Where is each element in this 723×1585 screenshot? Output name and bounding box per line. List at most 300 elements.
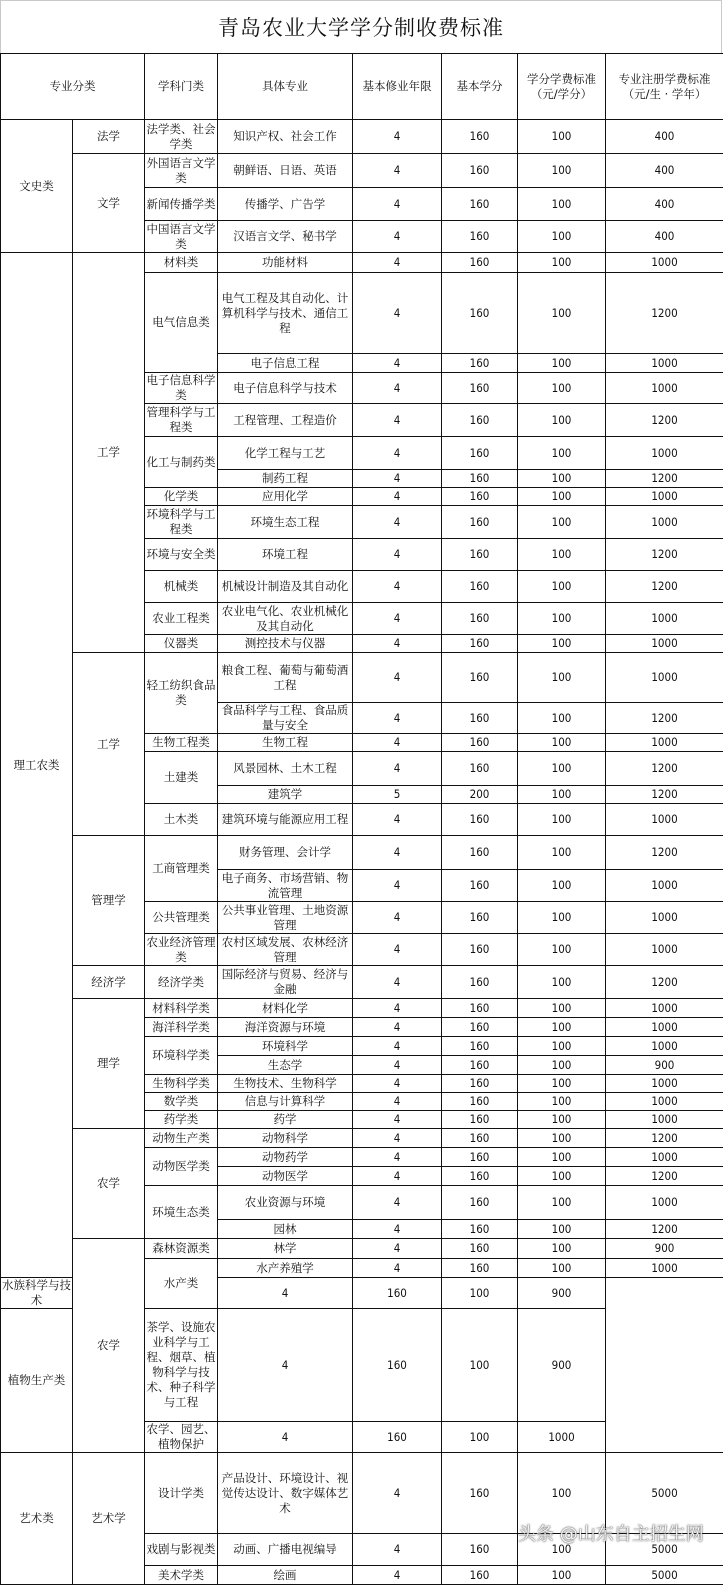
credit-fee-cell: 100 bbox=[442, 1309, 518, 1422]
class-cell: 美术学类 bbox=[145, 1566, 218, 1585]
reg-fee-cell: 1000 bbox=[606, 488, 723, 506]
reg-fee-cell: 5000 bbox=[606, 1453, 723, 1534]
credits-cell: 160 bbox=[442, 752, 518, 786]
class-cell: 材料类 bbox=[145, 253, 218, 273]
credit-fee-cell: 100 bbox=[518, 470, 606, 488]
table-row bbox=[1, 253, 723, 273]
reg-fee-cell: 1000 bbox=[606, 870, 723, 902]
years-cell: 4 bbox=[353, 1111, 442, 1129]
credits-cell: 160 bbox=[442, 470, 518, 488]
credit-fee-cell: 100 bbox=[518, 154, 606, 188]
reg-fee-cell: 1200 bbox=[606, 1167, 723, 1186]
class-cell: 生物科学类 bbox=[145, 1075, 218, 1093]
credit-fee-cell: 100 bbox=[518, 870, 606, 902]
major-cell: 电子信息工程 bbox=[218, 354, 353, 373]
major-cell: 国际经济与贸易、经济与金融 bbox=[218, 966, 353, 999]
reg-fee-cell: 1000 bbox=[606, 1186, 723, 1220]
reg-fee-cell: 1200 bbox=[606, 404, 723, 437]
class-cell: 中国语言文学类 bbox=[145, 221, 218, 253]
credits-cell: 160 bbox=[442, 354, 518, 373]
reg-fee-cell: 900 bbox=[606, 1239, 723, 1259]
credits-cell: 160 bbox=[442, 571, 518, 603]
subgroup-cell: 工学 bbox=[73, 653, 145, 836]
years-cell: 4 bbox=[353, 1018, 442, 1037]
years-cell: 4 bbox=[353, 120, 442, 154]
credit-fee-cell: 100 bbox=[518, 1453, 606, 1534]
credit-fee-cell: 100 bbox=[518, 836, 606, 870]
years-cell: 4 bbox=[353, 870, 442, 902]
major-cell: 功能材料 bbox=[218, 253, 353, 273]
class-cell: 土建类 bbox=[145, 752, 218, 804]
credit-fee-cell: 100 bbox=[518, 734, 606, 752]
subgroup-cell: 理学 bbox=[73, 999, 145, 1129]
credits-cell: 160 bbox=[442, 966, 518, 999]
major-cell: 食品科学与工程、食品质量与安全 bbox=[218, 703, 353, 734]
credit-fee-cell: 100 bbox=[518, 902, 606, 934]
credits-cell: 160 bbox=[442, 1129, 518, 1148]
years-cell: 4 bbox=[218, 1422, 353, 1453]
years-cell: 4 bbox=[353, 653, 442, 703]
major-cell: 绘画 bbox=[218, 1566, 353, 1585]
years-cell: 4 bbox=[353, 539, 442, 571]
header-major: 具体专业 bbox=[218, 54, 353, 120]
credit-fee-cell: 100 bbox=[518, 1566, 606, 1585]
credit-fee-cell: 100 bbox=[518, 488, 606, 506]
credits-cell: 160 bbox=[442, 539, 518, 571]
credits-cell: 160 bbox=[442, 734, 518, 752]
reg-fee-cell: 5000 bbox=[606, 1534, 723, 1566]
credits-cell: 160 bbox=[442, 273, 518, 354]
major-cell: 环境生态工程 bbox=[218, 506, 353, 539]
table-row bbox=[1, 154, 723, 188]
years-cell: 4 bbox=[353, 188, 442, 221]
credits-cell: 160 bbox=[442, 1111, 518, 1129]
credit-fee-cell: 100 bbox=[518, 999, 606, 1018]
major-cell: 传播学、广告学 bbox=[218, 188, 353, 221]
class-cell: 环境生态类 bbox=[145, 1186, 218, 1239]
major-cell: 化学工程与工艺 bbox=[218, 437, 353, 470]
years-cell: 4 bbox=[353, 1239, 442, 1259]
subgroup-cell: 法学 bbox=[73, 120, 145, 154]
class-cell: 海洋科学类 bbox=[145, 1018, 218, 1037]
reg-fee-cell: 1200 bbox=[606, 1220, 723, 1239]
credit-fee-cell: 100 bbox=[518, 1148, 606, 1167]
credits-cell: 160 bbox=[442, 404, 518, 437]
reg-fee-cell: 1000 bbox=[606, 253, 723, 273]
years-cell: 4 bbox=[353, 273, 442, 354]
credits-cell: 160 bbox=[442, 221, 518, 253]
credit-fee-cell: 100 bbox=[518, 506, 606, 539]
class-cell: 土木类 bbox=[145, 804, 218, 836]
credits-cell: 160 bbox=[442, 1534, 518, 1566]
major-cell: 农学、园艺、植物保护 bbox=[145, 1422, 218, 1453]
years-cell: 4 bbox=[353, 934, 442, 966]
credit-fee-cell: 100 bbox=[518, 1037, 606, 1056]
credits-cell: 160 bbox=[442, 653, 518, 703]
major-cell: 海洋资源与环境 bbox=[218, 1018, 353, 1037]
reg-fee-cell: 1200 bbox=[606, 836, 723, 870]
credit-fee-cell: 100 bbox=[518, 703, 606, 734]
major-cell: 林学 bbox=[218, 1239, 353, 1259]
major-cell: 生物工程 bbox=[218, 734, 353, 752]
credits-cell: 160 bbox=[442, 1239, 518, 1259]
credit-fee-cell: 100 bbox=[518, 1186, 606, 1220]
credits-cell: 160 bbox=[442, 703, 518, 734]
reg-fee-cell: 1200 bbox=[606, 1129, 723, 1148]
reg-fee-cell: 400 bbox=[606, 120, 723, 154]
credit-fee-cell: 100 bbox=[518, 966, 606, 999]
years-cell: 4 bbox=[353, 404, 442, 437]
credit-fee-cell: 100 bbox=[518, 603, 606, 635]
major-cell: 环境科学 bbox=[218, 1037, 353, 1056]
credits-cell: 160 bbox=[442, 1056, 518, 1075]
reg-fee-cell: 1000 bbox=[606, 373, 723, 404]
credit-fee-cell: 100 bbox=[518, 373, 606, 404]
credits-cell: 160 bbox=[442, 120, 518, 154]
credits-cell: 160 bbox=[442, 870, 518, 902]
credits-cell: 160 bbox=[442, 635, 518, 653]
major-cell: 动画、广播电视编导 bbox=[218, 1534, 353, 1566]
reg-fee-cell: 400 bbox=[606, 221, 723, 253]
major-cell: 财务管理、会计学 bbox=[218, 836, 353, 870]
years-cell: 4 bbox=[353, 804, 442, 836]
subgroup-cell: 农学 bbox=[73, 1239, 145, 1453]
years-cell: 4 bbox=[353, 1534, 442, 1566]
subgroup-cell: 工学 bbox=[73, 253, 145, 653]
class-cell: 农业工程类 bbox=[145, 603, 218, 635]
reg-fee-cell: 1000 bbox=[606, 1093, 723, 1111]
class-cell: 药学类 bbox=[145, 1111, 218, 1129]
years-cell: 4 bbox=[353, 1093, 442, 1111]
credits-cell: 160 bbox=[442, 253, 518, 273]
credit-fee-cell: 100 bbox=[518, 1167, 606, 1186]
credit-fee-cell: 100 bbox=[518, 653, 606, 703]
major-cell: 电子商务、市场营销、物流管理 bbox=[218, 870, 353, 902]
credits-cell: 160 bbox=[442, 154, 518, 188]
major-cell: 园林 bbox=[218, 1220, 353, 1239]
class-cell: 化工与制药类 bbox=[145, 437, 218, 488]
major-cell: 水产养殖学 bbox=[218, 1259, 353, 1278]
years-cell: 4 bbox=[353, 1453, 442, 1534]
class-cell: 环境与安全类 bbox=[145, 539, 218, 571]
table-row bbox=[1, 999, 723, 1018]
credits-cell: 160 bbox=[442, 836, 518, 870]
credits-cell: 160 bbox=[442, 804, 518, 836]
page-title: 青岛农业大学学分制收费标准 bbox=[0, 0, 722, 53]
header-credit-fee: 学分学费标准（元/学分） bbox=[518, 54, 606, 120]
credits-cell: 160 bbox=[353, 1309, 442, 1422]
years-cell: 4 bbox=[353, 1259, 442, 1278]
class-cell: 森林资源类 bbox=[145, 1239, 218, 1259]
reg-fee-cell: 1000 bbox=[606, 603, 723, 635]
years-cell: 4 bbox=[353, 1167, 442, 1186]
credit-fee-cell: 100 bbox=[518, 635, 606, 653]
reg-fee-cell: 400 bbox=[606, 154, 723, 188]
reg-fee-cell: 1200 bbox=[606, 703, 723, 734]
class-cell: 新闻传播学类 bbox=[145, 188, 218, 221]
class-cell: 电气信息类 bbox=[145, 273, 218, 373]
credits-cell: 160 bbox=[442, 1566, 518, 1585]
credit-fee-cell: 100 bbox=[518, 752, 606, 786]
credits-cell: 160 bbox=[442, 1167, 518, 1186]
reg-fee-cell: 5000 bbox=[606, 1566, 723, 1585]
table-row bbox=[1, 836, 723, 870]
class-cell: 动物生产类 bbox=[145, 1129, 218, 1148]
credit-fee-cell: 100 bbox=[518, 934, 606, 966]
years-cell: 4 bbox=[218, 1309, 353, 1422]
years-cell: 4 bbox=[353, 437, 442, 470]
major-cell: 农业资源与环境 bbox=[218, 1186, 353, 1220]
reg-fee-cell: 1000 bbox=[606, 999, 723, 1018]
class-cell: 化学类 bbox=[145, 488, 218, 506]
credits-cell: 160 bbox=[442, 934, 518, 966]
reg-fee-cell: 1200 bbox=[606, 786, 723, 804]
years-cell: 4 bbox=[353, 253, 442, 273]
years-cell: 4 bbox=[353, 734, 442, 752]
credit-fee-cell: 100 bbox=[518, 786, 606, 804]
class-cell: 数学类 bbox=[145, 1093, 218, 1111]
class-cell: 管理科学与工程类 bbox=[145, 404, 218, 437]
major-cell: 水族科学与技术 bbox=[1, 1278, 73, 1309]
class-cell: 机械类 bbox=[145, 571, 218, 603]
major-cell: 农业电气化、农业机械化及其自动化 bbox=[218, 603, 353, 635]
years-cell: 4 bbox=[353, 999, 442, 1018]
reg-fee-cell: 1000 bbox=[606, 1259, 723, 1278]
major-cell: 药学 bbox=[218, 1111, 353, 1129]
credits-cell: 160 bbox=[442, 603, 518, 635]
group-cell: 艺术类 bbox=[1, 1453, 73, 1585]
years-cell: 4 bbox=[353, 470, 442, 488]
credit-fee-cell: 100 bbox=[518, 273, 606, 354]
header-credits: 基本学分 bbox=[442, 54, 518, 120]
credit-fee-cell: 100 bbox=[518, 404, 606, 437]
years-cell: 4 bbox=[353, 836, 442, 870]
group-cell: 理工农类 bbox=[1, 253, 73, 1278]
years-cell: 4 bbox=[353, 154, 442, 188]
years-cell: 4 bbox=[353, 571, 442, 603]
major-cell: 农村区域发展、农林经济管理 bbox=[218, 934, 353, 966]
reg-fee-cell: 1000 bbox=[606, 1037, 723, 1056]
subgroup-cell: 管理学 bbox=[73, 836, 145, 966]
table-row bbox=[1, 966, 723, 999]
reg-fee-cell: 1000 bbox=[606, 902, 723, 934]
header-row bbox=[1, 54, 723, 120]
reg-fee-cell: 1000 bbox=[518, 1422, 606, 1453]
subgroup-cell: 文学 bbox=[73, 154, 145, 253]
major-cell: 建筑环境与能源应用工程 bbox=[218, 804, 353, 836]
reg-fee-cell: 900 bbox=[606, 1056, 723, 1075]
credits-cell: 160 bbox=[442, 437, 518, 470]
table-row bbox=[1, 1129, 723, 1148]
major-cell: 材料化学 bbox=[218, 999, 353, 1018]
reg-fee-cell: 1200 bbox=[606, 470, 723, 488]
header-reg-fee: 专业注册学费标准（元/生 · 学年） bbox=[606, 54, 723, 120]
credits-cell: 160 bbox=[442, 188, 518, 221]
credit-fee-cell: 100 bbox=[518, 1534, 606, 1566]
years-cell: 4 bbox=[353, 221, 442, 253]
credit-fee-cell: 100 bbox=[518, 1239, 606, 1259]
credit-fee-cell: 100 bbox=[518, 1056, 606, 1075]
years-cell: 4 bbox=[353, 506, 442, 539]
major-cell: 动物科学 bbox=[218, 1129, 353, 1148]
credit-fee-cell: 100 bbox=[518, 804, 606, 836]
major-cell: 电子信息科学与技术 bbox=[218, 373, 353, 404]
major-cell: 制药工程 bbox=[218, 470, 353, 488]
credit-fee-cell: 100 bbox=[518, 1075, 606, 1093]
years-cell: 5 bbox=[353, 786, 442, 804]
years-cell: 4 bbox=[353, 373, 442, 404]
header-discipline-class: 学科门类 bbox=[145, 54, 218, 120]
years-cell: 4 bbox=[353, 752, 442, 786]
credits-cell: 160 bbox=[442, 1186, 518, 1220]
credit-fee-cell: 100 bbox=[518, 437, 606, 470]
credits-cell: 160 bbox=[442, 1259, 518, 1278]
major-cell: 测控技术与仪器 bbox=[218, 635, 353, 653]
major-cell: 公共事业管理、土地资源管理 bbox=[218, 902, 353, 934]
major-cell: 风景园林、土木工程 bbox=[218, 752, 353, 786]
years-cell: 4 bbox=[353, 1186, 442, 1220]
credits-cell: 160 bbox=[442, 902, 518, 934]
credits-cell: 160 bbox=[442, 1453, 518, 1534]
reg-fee-cell: 1000 bbox=[606, 1148, 723, 1167]
class-cell: 动物医学类 bbox=[145, 1148, 218, 1186]
class-cell: 轻工纺织食品类 bbox=[145, 653, 218, 734]
reg-fee-cell: 1200 bbox=[606, 571, 723, 603]
reg-fee-cell: 1000 bbox=[606, 934, 723, 966]
credits-cell: 160 bbox=[442, 999, 518, 1018]
credit-fee-cell: 100 bbox=[518, 1111, 606, 1129]
class-cell: 环境科学与工程类 bbox=[145, 506, 218, 539]
table-row bbox=[1, 120, 723, 154]
reg-fee-cell: 1000 bbox=[606, 354, 723, 373]
class-cell: 仪器类 bbox=[145, 635, 218, 653]
credits-cell: 160 bbox=[353, 1422, 442, 1453]
reg-fee-cell: 1000 bbox=[606, 653, 723, 703]
credit-fee-cell: 100 bbox=[518, 539, 606, 571]
header-category: 专业分类 bbox=[1, 54, 145, 120]
class-cell: 电子信息科学类 bbox=[145, 373, 218, 404]
years-cell: 4 bbox=[353, 966, 442, 999]
major-cell: 动物药学 bbox=[218, 1148, 353, 1167]
major-cell: 环境工程 bbox=[218, 539, 353, 571]
class-cell: 水产类 bbox=[145, 1259, 218, 1309]
major-cell: 茶学、设施农业科学与工程、烟草、植物科学与技术、种子科学与工程 bbox=[145, 1309, 218, 1422]
major-cell: 信息与计算科学 bbox=[218, 1093, 353, 1111]
credit-fee-cell: 100 bbox=[518, 1259, 606, 1278]
major-cell: 知识产权、社会工作 bbox=[218, 120, 353, 154]
reg-fee-cell: 1000 bbox=[606, 437, 723, 470]
credit-fee-cell: 100 bbox=[518, 354, 606, 373]
credits-cell: 160 bbox=[442, 1037, 518, 1056]
credits-cell: 160 bbox=[442, 1093, 518, 1111]
reg-fee-cell: 1000 bbox=[606, 1111, 723, 1129]
major-cell: 工程管理、工程造价 bbox=[218, 404, 353, 437]
years-cell: 4 bbox=[353, 1148, 442, 1167]
subgroup-cell: 农学 bbox=[73, 1129, 145, 1239]
major-cell: 汉语言文学、秘书学 bbox=[218, 221, 353, 253]
header-years: 基本修业年限 bbox=[353, 54, 442, 120]
reg-fee-cell: 1000 bbox=[606, 1018, 723, 1037]
years-cell: 4 bbox=[218, 1278, 353, 1309]
reg-fee-cell: 900 bbox=[518, 1309, 606, 1422]
class-cell: 农业经济管理类 bbox=[145, 934, 218, 966]
years-cell: 4 bbox=[353, 635, 442, 653]
credit-fee-cell: 100 bbox=[518, 571, 606, 603]
reg-fee-cell: 1000 bbox=[606, 506, 723, 539]
table-row bbox=[1, 653, 723, 703]
reg-fee-cell: 1200 bbox=[606, 539, 723, 571]
credits-cell: 160 bbox=[353, 1278, 442, 1309]
fee-table bbox=[0, 53, 723, 1585]
credit-fee-cell: 100 bbox=[518, 1129, 606, 1148]
years-cell: 4 bbox=[353, 1129, 442, 1148]
subgroup-cell: 经济学 bbox=[73, 966, 145, 999]
class-cell: 公共管理类 bbox=[145, 902, 218, 934]
major-cell: 机械设计制造及其自动化 bbox=[218, 571, 353, 603]
credits-cell: 160 bbox=[442, 506, 518, 539]
group-cell: 文史类 bbox=[1, 120, 73, 253]
class-cell: 外国语言文学类 bbox=[145, 154, 218, 188]
years-cell: 4 bbox=[353, 1056, 442, 1075]
credit-fee-cell: 100 bbox=[442, 1278, 518, 1309]
major-cell: 建筑学 bbox=[218, 786, 353, 804]
reg-fee-cell: 900 bbox=[518, 1278, 606, 1309]
class-cell: 材料科学类 bbox=[145, 999, 218, 1018]
credits-cell: 160 bbox=[442, 1018, 518, 1037]
major-cell: 生物技术、生物科学 bbox=[218, 1075, 353, 1093]
major-cell: 粮食工程、葡萄与葡萄酒工程 bbox=[218, 653, 353, 703]
years-cell: 4 bbox=[353, 354, 442, 373]
years-cell: 4 bbox=[353, 1037, 442, 1056]
class-cell: 工商管理类 bbox=[145, 836, 218, 902]
subgroup-cell: 艺术学 bbox=[73, 1453, 145, 1585]
credits-cell: 160 bbox=[442, 1075, 518, 1093]
major-cell: 动物医学 bbox=[218, 1167, 353, 1186]
class-cell: 戏剧与影视类 bbox=[145, 1534, 218, 1566]
credits-cell: 200 bbox=[442, 786, 518, 804]
table-row bbox=[1, 1239, 723, 1259]
watermark: 头条 @山东自主招生网 bbox=[518, 1520, 704, 1546]
credit-fee-cell: 100 bbox=[518, 253, 606, 273]
years-cell: 4 bbox=[353, 1075, 442, 1093]
class-cell: 生物工程类 bbox=[145, 734, 218, 752]
years-cell: 4 bbox=[353, 603, 442, 635]
major-cell: 应用化学 bbox=[218, 488, 353, 506]
reg-fee-cell: 1200 bbox=[606, 273, 723, 354]
credit-fee-cell: 100 bbox=[518, 1220, 606, 1239]
credits-cell: 160 bbox=[442, 488, 518, 506]
major-cell: 生态学 bbox=[218, 1056, 353, 1075]
credit-fee-cell: 100 bbox=[518, 1018, 606, 1037]
reg-fee-cell: 1200 bbox=[606, 752, 723, 786]
credit-fee-cell: 100 bbox=[518, 120, 606, 154]
reg-fee-cell: 1200 bbox=[606, 966, 723, 999]
years-cell: 4 bbox=[353, 488, 442, 506]
class-cell: 植物生产类 bbox=[1, 1309, 73, 1453]
reg-fee-cell: 1000 bbox=[606, 1075, 723, 1093]
class-cell: 环境科学类 bbox=[145, 1037, 218, 1075]
credits-cell: 160 bbox=[442, 1148, 518, 1167]
reg-fee-cell: 1000 bbox=[606, 734, 723, 752]
major-cell: 电气工程及其自动化、计算机科学与技术、通信工程 bbox=[218, 273, 353, 354]
years-cell: 4 bbox=[353, 902, 442, 934]
years-cell: 4 bbox=[353, 1220, 442, 1239]
years-cell: 4 bbox=[353, 1566, 442, 1585]
credit-fee-cell: 100 bbox=[518, 1093, 606, 1111]
class-cell: 经济学类 bbox=[145, 966, 218, 999]
major-cell: 朝鲜语、日语、英语 bbox=[218, 154, 353, 188]
class-cell: 设计学类 bbox=[145, 1453, 218, 1534]
